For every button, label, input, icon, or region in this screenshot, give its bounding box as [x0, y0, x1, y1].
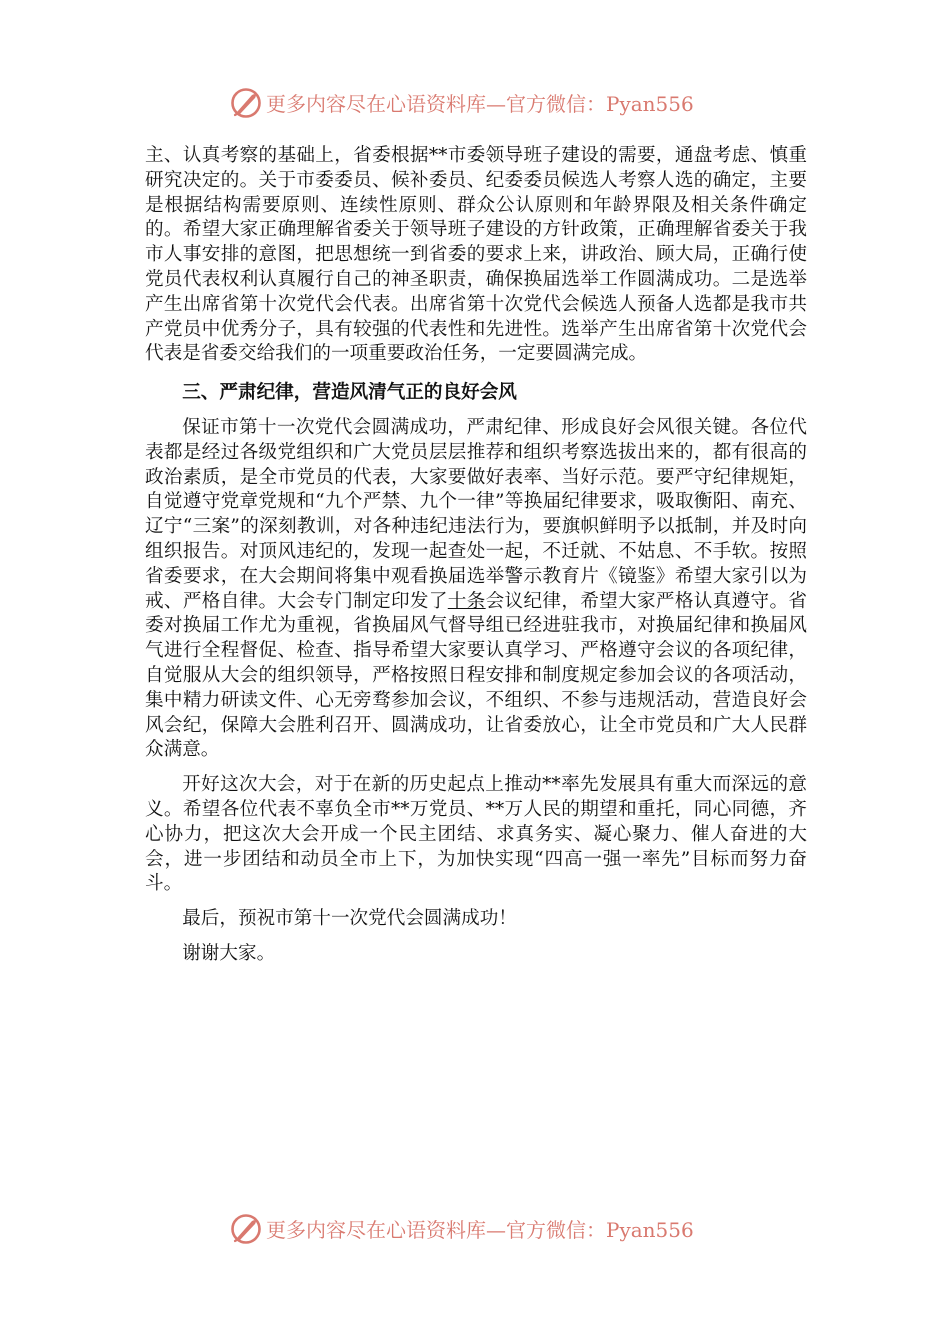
footer-banner	[0, 1210, 950, 1250]
paragraph: 主、认真考察的基础上，省委根据**市委领导班子建设的需要，通盘考虑、慎重研究决定的。关于市委委员、候补委员、纪委委员候选人考察人选的确定，主要是根据结构需要原则、连续性原则、群众公认原则和年龄界限及相关条件确定的。希望大家正确理解省委关于领导班子建设的方针政策，正确理解省委关于我市人事安排的意图，把思想统一到省委的要求上来，讲政治、顾大局，正确行使党员代表权利认真履行自己的神圣职责，确保换届选举工作圆满成功。二是选举产生出席省第十次党代会代表。出席省第十次党代会候选人预备人选都是我市共产党员中优秀分子，具有较强的代表性和先进性。选举产生出席省第十次党代会代表是省委交给我们的一项重要政治任务，一定要圆满完成。	[145, 145, 807, 365]
section-heading: 三、严肃纪律，营造风清气正的良好会风	[182, 382, 517, 404]
paragraph	[145, 416, 807, 763]
paragraph: 谢谢大家。	[182, 942, 276, 964]
underlined-text: 十条	[447, 590, 486, 612]
document-body	[145, 144, 807, 967]
paragraph-text: 保证市第十一次党代会圆满成功，严肃纪律、形成良好会风很关键。各位代表都是经过各级党组织和广大党员层层推荐和组织考察选拔出来的，都有很高的政治素质，是全市党员的代表，大家要做好表率、当好示范。要严守纪律规矩，自觉遵守党章党规和“九个严禁、九个一律”等换届纪律要求，吸取衡阳、南充、辽宁“三案”的深刻教训，对各种违纪违法行为，要旗帜鲜明予以抵制，并及时向组织报告。对顶风违纪的，发现一起查处一起，不迁就、不姑息、不手软。按照省委要求，在大会期间将集中观看换届选举警示教育片《镜鉴》希望大家引以为戒、严格自律。大会专门制定印发了	[145, 416, 807, 612]
quill-pen-icon	[229, 86, 263, 120]
quill-pen-icon	[229, 1212, 263, 1246]
footer-banner-text: 更多内容尽在心语资料库—官方微信：Pyan556	[266, 1218, 694, 1242]
header-banner	[0, 84, 950, 124]
header-banner-text: 更多内容尽在心语资料库—官方微信：Pyan556	[266, 92, 694, 116]
paragraph: 最后，预祝市第十一次党代会圆满成功！	[182, 908, 517, 930]
paragraph-text: 会议纪律，希望大家严格认真遵守。省委对换届工作尤为重视，省换届风气督导组已经进驻我市，对换届纪律和换届风气进行全程督促、检查、指导希望大家要认真学习、严格遵守会议的各项纪律，自觉服从大会的组织领导，严格按照日程安排和制度规定参加会议的各项活动，集中精力研读文件、心无旁骛参加会议，不组织、不参与违规活动，营造良好会风会纪，保障大会胜利召开、圆满成功，让省委放心，让全市党员和广大人民群众满意。	[145, 590, 807, 761]
paragraph: 开好这次大会，对于在新的历史起点上推动**率先发展具有重大而深远的意义。希望各位代表不辜负全市**万党员、**万人民的期望和重托，同心同德，齐心协力，把这次大会开成一个民主团结、求真务实、凝心聚力、催人奋进的大会，进一步团结和动员全市上下，为加快实现“四高一强一率先”目标而努力奋斗。	[145, 774, 807, 895]
